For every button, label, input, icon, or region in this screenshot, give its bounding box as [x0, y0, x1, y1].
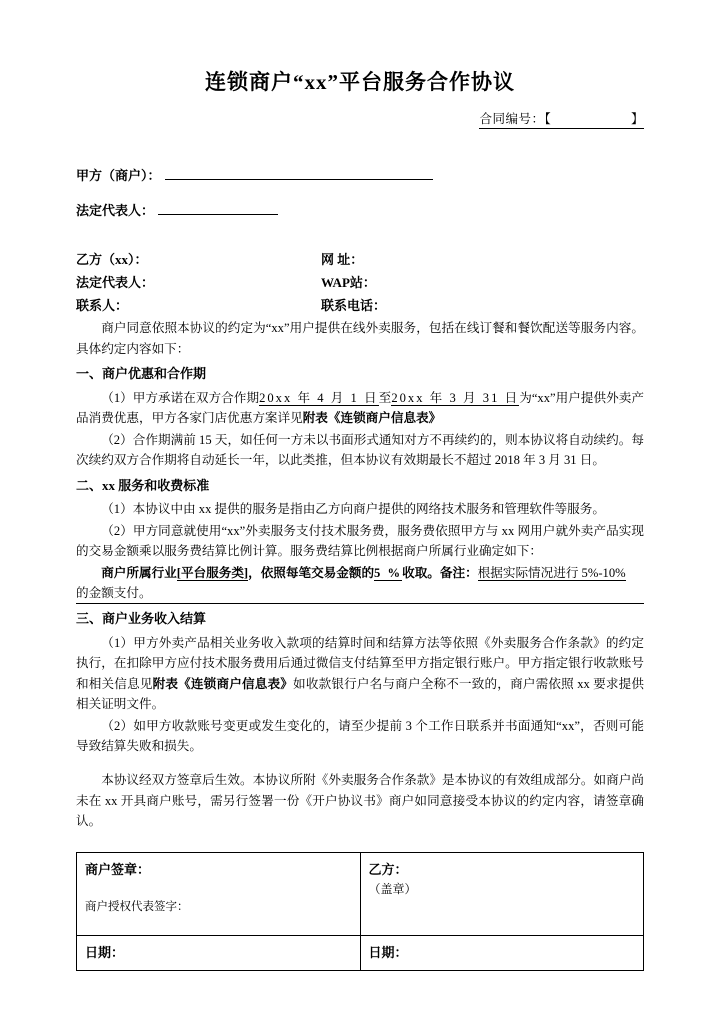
party-b-row: [76, 249, 644, 268]
merchant-date-cell[interactable]: [77, 935, 361, 970]
s3-i1-suffix: 如收款银行户名与商户全称不一致的，商户需依照 xx 要求提供相关证明文件。: [76, 676, 645, 712]
section-2-item-1: （1）本协议中由 xx 提供的服务是指由乙方向商户提供的网络技术服务和管理软件等服务。: [101, 502, 605, 517]
contact-phone-label: 联系电话：: [321, 298, 387, 314]
intro-paragraph: 商户同意依照本协议的约定为“xx”用户提供在线外卖服务，包括在线订餐和餐饮配送等服务内容。具体约定内容如下：: [76, 321, 644, 356]
fee-label-3: 收取。备注：: [402, 565, 478, 580]
contact-label: 联系人：: [76, 298, 129, 314]
party-a-label: 甲方（商户）：: [76, 168, 161, 184]
contract-number-field[interactable]: 合同编号：【 】: [479, 109, 644, 129]
signature-table: [76, 852, 644, 971]
s1-i1-middle: 为“xx”用户提供外卖产品消费优惠，甲方各家门店优惠方案详见: [76, 390, 645, 426]
parties-block: [76, 165, 644, 314]
merchant-signature-cell[interactable]: [77, 852, 361, 935]
s1-attachment-ref: 附表《连锁商户信息表》: [302, 411, 442, 426]
legal-rep-a-label: 法定代表人：: [76, 203, 155, 219]
section-heading-2: 二、xx 服务和收费标准: [76, 477, 210, 493]
legal-rep-a-input[interactable]: [158, 201, 278, 215]
closing-paragraph: 本协议经双方签章后生效。本协议所附《外卖服务合作条款》是本协议的有效组成部分。如商户尚未在 xx 开具商户账号，需另行签署一份《开户协议书》商户如同意接受本协议的约定内容，请签章确认。: [76, 773, 644, 829]
fee-note-value[interactable]: 根据实际情况进行 5%-10%: [477, 565, 626, 580]
section-heading-1: 一、商户优惠和合作期: [76, 366, 207, 382]
section-1-item-2: （2）合作期满前 15 天，如任何一方未以书面形式通知对方不再续约的，则本协议将自动续约。每次续约双方合作期将自动延长一年，以此类推，但本协议有效期最长不超过 2018 年 3 月 31 日。: [76, 432, 644, 468]
contract-number-row: [76, 109, 644, 129]
party-b-signature-label: 乙方：: [368, 861, 408, 877]
party-b-seal-label: （盖章）: [368, 881, 417, 896]
section-3-item-2: （2）如甲方收款账号变更或发生变化的，请至少提前 3 个工作日联系并书面通知“xx”，否则可能导致结算失败和损失。: [76, 718, 644, 754]
merchant-signature-label: 商户签章：: [85, 861, 151, 877]
wap-label: WAP站：: [321, 275, 376, 291]
table-row: [77, 852, 644, 935]
section-2-item-2: （2）甲方同意就使用“xx”外卖服务支付技术服务费，服务费依照甲方与 xx 网用户就外卖产品实现的交易金额乘以服务费结算比例计算。服务费结算比例根据商户所属行业确定如下：: [76, 523, 644, 559]
s1-i1-between: 至: [378, 390, 392, 405]
s1-i1-prefix: （1）甲方承诺在双方合作期: [101, 390, 260, 405]
website-label: 网 址：: [321, 252, 364, 268]
spacer: [76, 235, 644, 249]
section-1-item-1: [76, 388, 644, 429]
merchant-rep-label: 商户授权代表签字：: [85, 900, 189, 913]
table-row: [77, 935, 644, 970]
s1-date-end[interactable]: 20xx 年 3 月 31 日: [391, 390, 520, 405]
party-b-signature-cell[interactable]: [360, 852, 644, 935]
page-title: 连锁商户“xx”平台服务合作协议: [205, 70, 515, 94]
contact-row: [76, 295, 644, 314]
fee-rate-value[interactable]: 5 %: [374, 565, 403, 580]
s1-date-start[interactable]: 20xx 年 4 月 1 日: [259, 390, 379, 405]
legal-rep-b-label: 法定代表人：: [76, 275, 155, 291]
party-b-date-label: 日期：: [368, 944, 408, 960]
fee-label-2: ，依照每笔交易金额的: [248, 565, 375, 580]
s3-attachment-ref: 附表《连锁商户信息表》: [152, 676, 294, 691]
merchant-date-label: 日期：: [85, 944, 125, 960]
fee-note-tail[interactable]: 的金额支付。: [76, 583, 644, 604]
party-a-row: [76, 165, 644, 184]
legal-rep-b-row: [76, 272, 644, 291]
party-b-date-cell[interactable]: [360, 935, 644, 970]
party-b-label: 乙方（xx）：: [76, 252, 148, 268]
section-heading-3: 三、商户业务收入结算: [76, 611, 207, 627]
party-a-input[interactable]: [165, 166, 433, 180]
fee-industry-label: 商户所属行业: [101, 565, 177, 580]
legal-rep-a-row: [76, 200, 644, 219]
section-3-item-1: [76, 633, 644, 715]
fee-rate-line: [76, 563, 644, 583]
fee-industry-value[interactable]: [平台服务类]: [176, 565, 249, 580]
s3-i1-prefix: （1）甲方外卖产品相关业务收入款项的结算时间和结算方法等依照《外卖服务合作条款》的约定执行，在扣除甲方应付技术服务费用后通过微信支付结算至甲方指定银行账户。甲方指定银行收款账号和相关信息见: [76, 636, 644, 691]
